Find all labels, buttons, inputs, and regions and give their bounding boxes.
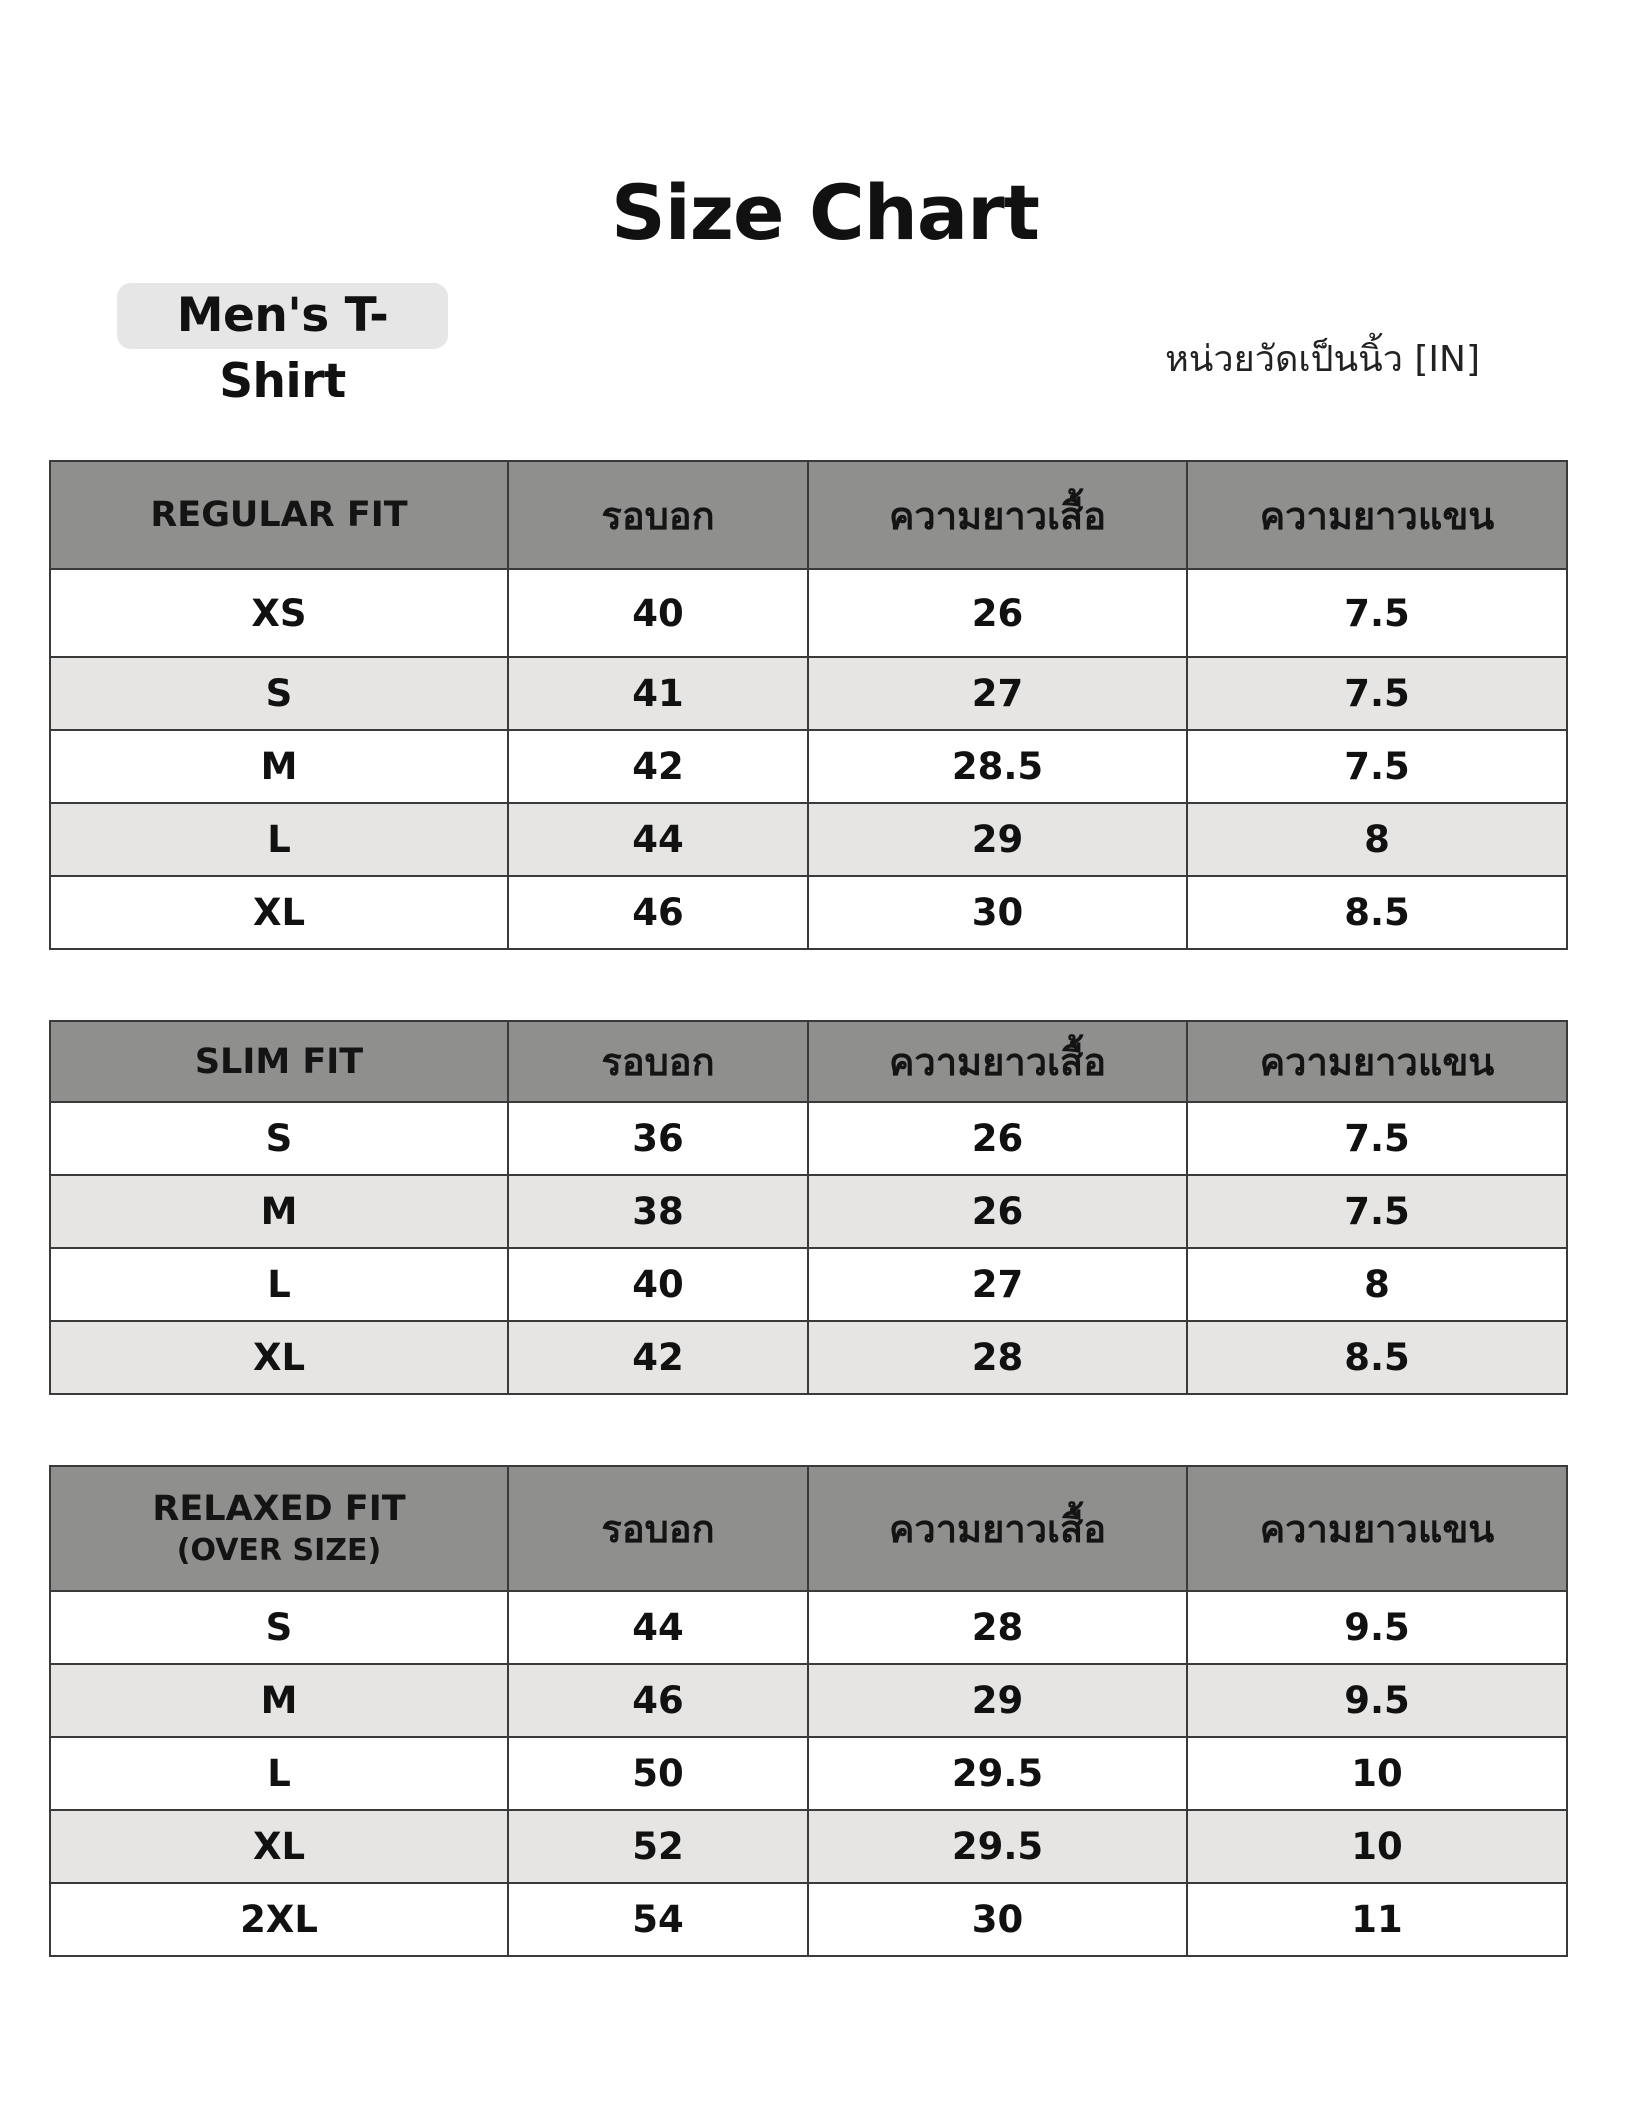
slim-fit-table xyxy=(49,1020,1568,1395)
size-cell: S xyxy=(50,657,508,730)
fit-name: RELAXED FIT xyxy=(152,1489,406,1529)
fit-name: REGULAR FIT xyxy=(150,495,408,535)
table-row xyxy=(50,657,1567,730)
chest-cell: 46 xyxy=(508,1664,808,1737)
length-cell: 30 xyxy=(808,876,1187,949)
chest-cell: 44 xyxy=(508,803,808,876)
chest-header: รอบอก xyxy=(508,1021,808,1102)
sleeve-cell: 10 xyxy=(1187,1737,1567,1810)
sleeve-header: ความยาวแขน xyxy=(1187,1021,1567,1102)
chest-cell: 42 xyxy=(508,1321,808,1394)
table-row xyxy=(50,1102,1567,1175)
size-cell: XS xyxy=(50,569,508,657)
table-row xyxy=(50,876,1567,949)
table-header-row xyxy=(50,461,1567,569)
length-cell: 28 xyxy=(808,1591,1187,1664)
chest-cell: 38 xyxy=(508,1175,808,1248)
fit-name: SLIM FIT xyxy=(194,1041,364,1082)
length-cell: 30 xyxy=(808,1883,1187,1956)
sleeve-cell: 7.5 xyxy=(1187,657,1567,730)
size-cell: L xyxy=(50,1737,508,1810)
sleeve-cell: 8 xyxy=(1187,1248,1567,1321)
length-cell: 29.5 xyxy=(808,1810,1187,1883)
chest-cell: 42 xyxy=(508,730,808,803)
length-cell: 29 xyxy=(808,1664,1187,1737)
table-row xyxy=(50,1248,1567,1321)
chest-cell: 36 xyxy=(508,1102,808,1175)
sleeve-cell: 8.5 xyxy=(1187,1321,1567,1394)
table-row xyxy=(50,1175,1567,1248)
chest-cell: 41 xyxy=(508,657,808,730)
length-cell: 28.5 xyxy=(808,730,1187,803)
length-cell: 26 xyxy=(808,1102,1187,1175)
length-cell: 26 xyxy=(808,569,1187,657)
size-cell: L xyxy=(50,803,508,876)
table-row xyxy=(50,569,1567,657)
length-cell: 27 xyxy=(808,1248,1187,1321)
chest-cell: 52 xyxy=(508,1810,808,1883)
size-cell: M xyxy=(50,1175,508,1248)
fit-name-header xyxy=(50,461,508,569)
chest-cell: 40 xyxy=(508,569,808,657)
table-row xyxy=(50,1664,1567,1737)
table-row xyxy=(50,1321,1567,1394)
size-cell: XL xyxy=(50,876,508,949)
table-row xyxy=(50,1591,1567,1664)
table-row xyxy=(50,1810,1567,1883)
size-cell: XL xyxy=(50,1321,508,1394)
length-cell: 26 xyxy=(808,1175,1187,1248)
sleeve-cell: 10 xyxy=(1187,1810,1567,1883)
chest-header: รอบอก xyxy=(508,461,808,569)
table-row xyxy=(50,1883,1567,1956)
sleeve-cell: 7.5 xyxy=(1187,569,1567,657)
size-cell: XL xyxy=(50,1810,508,1883)
size-cell: S xyxy=(50,1591,508,1664)
sleeve-cell: 8 xyxy=(1187,803,1567,876)
length-cell: 29.5 xyxy=(808,1737,1187,1810)
sleeve-cell: 11 xyxy=(1187,1883,1567,1956)
fit-name-header xyxy=(50,1021,508,1102)
sleeve-cell: 9.5 xyxy=(1187,1591,1567,1664)
fit-subtitle: (OVER SIZE) xyxy=(176,1533,382,1568)
length-cell: 28 xyxy=(808,1321,1187,1394)
size-cell: M xyxy=(50,730,508,803)
table-row xyxy=(50,730,1567,803)
sleeve-cell: 7.5 xyxy=(1187,1175,1567,1248)
size-cell: S xyxy=(50,1102,508,1175)
table-header-row xyxy=(50,1466,1567,1591)
sleeve-cell: 7.5 xyxy=(1187,730,1567,803)
unit-note: หน่วยวัดเป็นนิ้ว [IN] xyxy=(1165,339,1480,380)
length-cell: 27 xyxy=(808,657,1187,730)
chest-header: รอบอก xyxy=(508,1466,808,1591)
size-cell: 2XL xyxy=(50,1883,508,1956)
length-header: ความยาวเสื้อ xyxy=(808,1466,1187,1591)
product-badge: Men's T-Shirt xyxy=(117,283,448,349)
chest-cell: 46 xyxy=(508,876,808,949)
chest-cell: 50 xyxy=(508,1737,808,1810)
relaxed-fit-table xyxy=(49,1465,1568,1957)
page-title: Size Chart xyxy=(610,168,1039,257)
size-cell: M xyxy=(50,1664,508,1737)
length-header: ความยาวเสื้อ xyxy=(808,461,1187,569)
chest-cell: 54 xyxy=(508,1883,808,1956)
regular-fit-table xyxy=(49,460,1568,950)
length-cell: 29 xyxy=(808,803,1187,876)
sleeve-cell: 8.5 xyxy=(1187,876,1567,949)
table-header-row xyxy=(50,1021,1567,1102)
sleeve-header: ความยาวแขน xyxy=(1187,1466,1567,1591)
size-cell: L xyxy=(50,1248,508,1321)
fit-name-header xyxy=(50,1466,508,1591)
sleeve-cell: 9.5 xyxy=(1187,1664,1567,1737)
table-row xyxy=(50,1737,1567,1810)
sleeve-cell: 7.5 xyxy=(1187,1102,1567,1175)
chest-cell: 40 xyxy=(508,1248,808,1321)
sleeve-header: ความยาวแขน xyxy=(1187,461,1567,569)
table-row xyxy=(50,803,1567,876)
chest-cell: 44 xyxy=(508,1591,808,1664)
length-header: ความยาวเสื้อ xyxy=(808,1021,1187,1102)
